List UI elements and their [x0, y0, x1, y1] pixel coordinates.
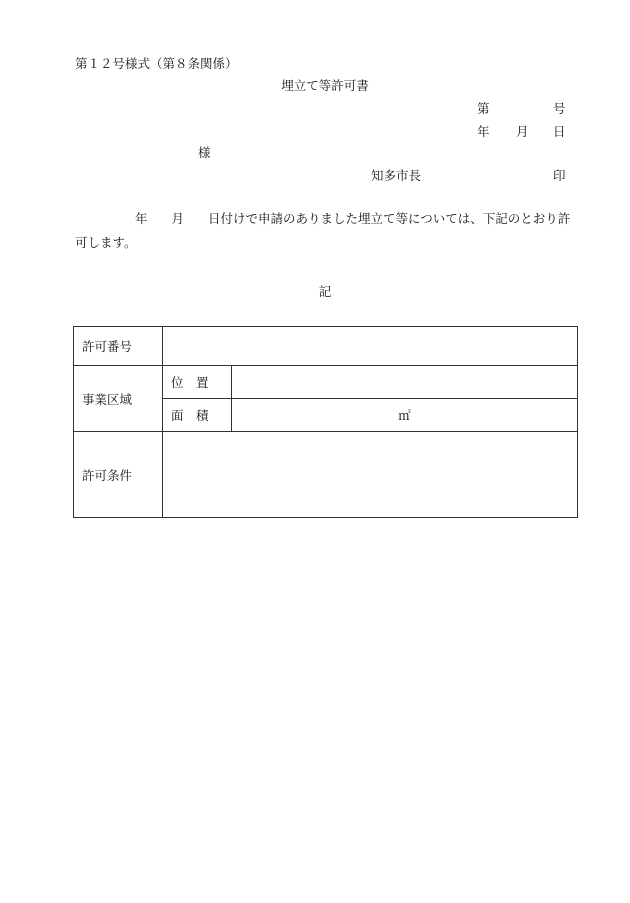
body-year: 年 — [135, 211, 148, 226]
permit-table — [73, 326, 578, 518]
table-row — [74, 432, 578, 518]
ki-heading: 記 — [318, 284, 332, 299]
form-number: 第１２号様式（第８条関係） — [75, 56, 238, 71]
issuer-name: 知多市長 — [371, 168, 422, 183]
conditions-label: 許可条件 — [74, 432, 163, 518]
date-month: 月 — [516, 124, 529, 139]
body-text-line2: 可します。 — [75, 235, 137, 250]
body-month: 月 — [171, 211, 185, 226]
table-row — [74, 327, 578, 366]
seal-mark: 印 — [553, 168, 566, 183]
document-title: 埋立て等許可書 — [281, 78, 369, 93]
addressee-suffix: 様 — [198, 145, 211, 160]
location-field — [232, 366, 578, 399]
area-unit: ㎡ — [232, 399, 578, 432]
date-year: 年 — [477, 124, 490, 139]
number-prefix: 第 — [477, 101, 490, 116]
permit-number-label: 許可番号 — [74, 327, 163, 366]
location-label: 位 置 — [163, 366, 232, 399]
table-row — [74, 366, 578, 399]
body-text: 日付けで申請のありました埋立て等については、下記のとおり許 — [208, 211, 571, 226]
conditions-field — [163, 432, 578, 518]
area-label: 面 積 — [163, 399, 232, 432]
permit-number-field — [163, 327, 578, 366]
project-area-label: 事業区域 — [74, 366, 163, 432]
date-day: 日 — [553, 124, 566, 139]
number-suffix: 号 — [553, 101, 566, 116]
body-text-line1 — [75, 213, 570, 226]
